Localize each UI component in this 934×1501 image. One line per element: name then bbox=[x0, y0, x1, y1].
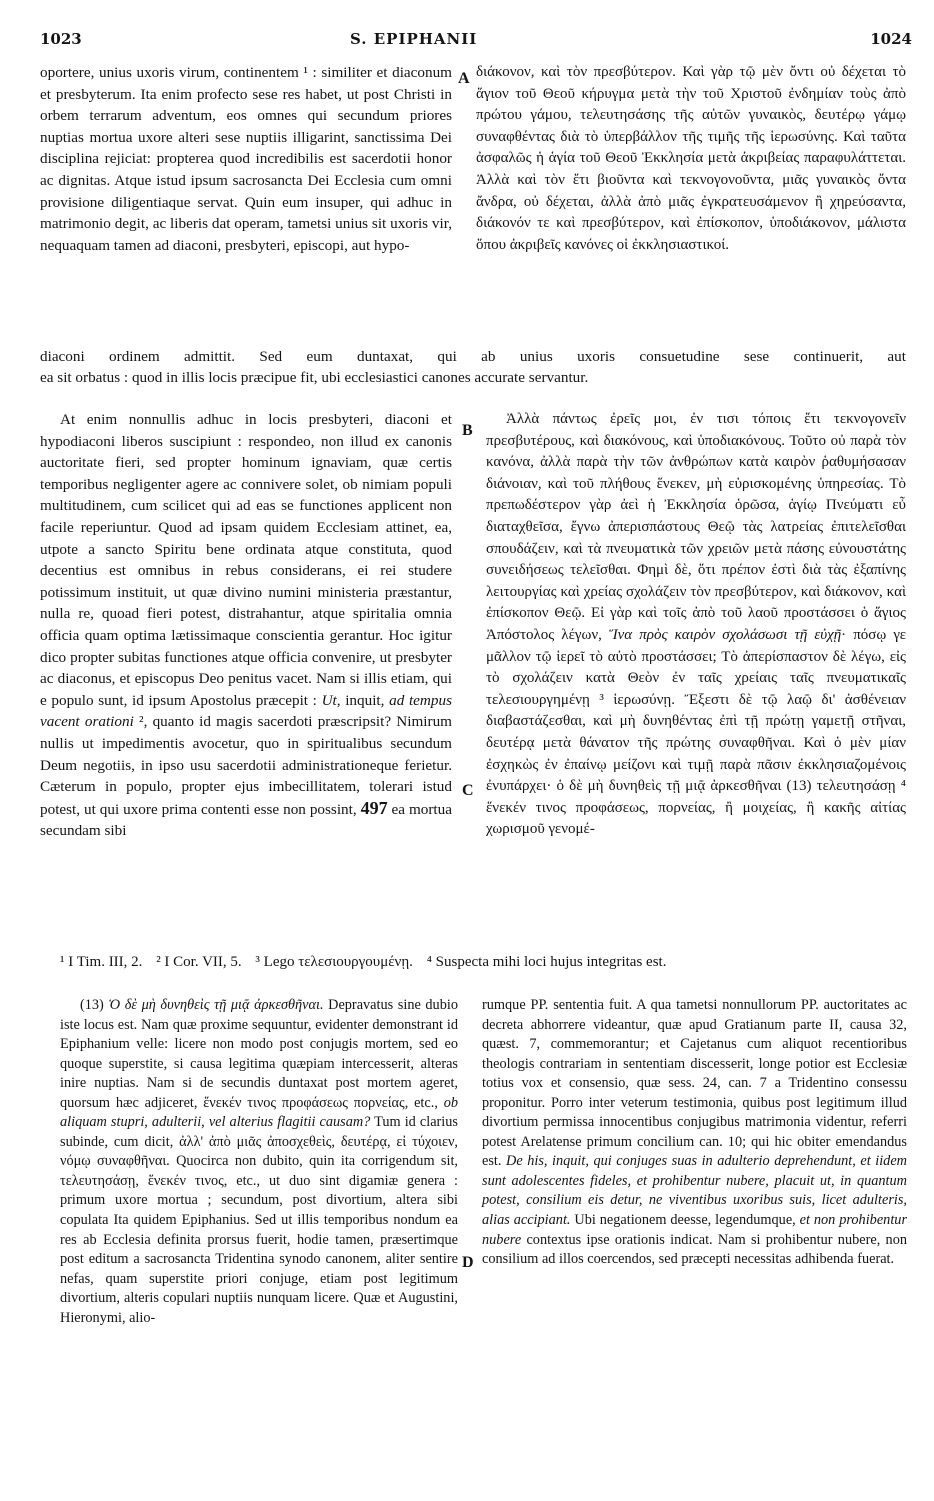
latin-full-width-line-2: ea sit orbatus : quod in illis locis præcipue fit, ubi ecclesiastici canones accurate servantur. bbox=[40, 369, 589, 386]
right-page-number: 1024 bbox=[870, 30, 912, 48]
section-marker-c: C bbox=[462, 782, 474, 799]
footnote-3: ³ Lego τελεσιουργουμένῃ. bbox=[255, 954, 413, 970]
page-header bbox=[0, 0, 934, 48]
greek-paragraph: διάκονον, καὶ τὸν πρεσβύτερον. Καὶ γὰρ τῷ μὲν ὄντι οὐ δέχεται τὸ ἅγιον τοῦ Θεοῦ κήρυγμα μετὰ τὴν τοῦ Χριστοῦ ἐνδημίαν τοὺς ἀπὸ πρώτου γάμου, τελευτησάσης τῆς αὐτῶν γυναικὸς, δευτέρῳ γάμῳ συναφθέντας διὰ τὸ ὑπερβάλλον τῆς τιμῆς τῆς ἱερωσύνης. Καὶ ταῦτα ἀσφαλῶς ἡ ἁγία τοῦ Θεοῦ Ἐκκλησία μετὰ ἀκριβείας παραφυλάττεται. Ἀλλὰ καὶ τὸν ἔτι βιοῦντα καὶ τεκνογονοῦντα, μιᾶς γυναικὸς ὄντα ἄνδρα, οὐ δέχεται, ἀλλὰ ἀπὸ μιᾶς ἐγκρατευσάμενον ἢ χηρεύσαντα, διάκονόν τε καὶ πρεσβύτερον, καὶ ἐπίσκοπον, ὑποδιάκονον, μάλιστα ὅπου ἀκριβεῖς κανόνες οἱ ἐκκλησιαστικοί. bbox=[476, 64, 906, 253]
greek-column-bottom bbox=[486, 409, 906, 841]
footnotes bbox=[60, 954, 920, 971]
latin-paragraph-bottom: At enim nonnullis adhuc in locis presbyteri, diaconi et hypodiaconi liberos suscipiunt : respondeo, non illud ex canonis auctoritate fieri, sed propter hominum ignaviam, quæ certis temporibus negligenter agere ac connivere solet, ob nimiam populi multitudinem, cum scilicet qui ad eas se functiones applicent non facile reperiuntur. Quod ad ipsam quidem Ecclesiam attinet, ea, utpote a sancto Spiritu bene ordinata atque constituta, quod decentius est omnibus in rebus considerans, ei rei studere potissimum instituit, ut quæ divino numini ministeria præstantur, nulla re, quoad fieri potest, distrahantur, atque spiritalia omnia officia quam optima lætissimaque conscientia gerantur. Hoc igitur dico propter subitas functiones atque officia convenire, ut presbyter ac diaconus, et episcopus Deo penitus vacet. Nam si illis etiam, qui e populo sunt, id ipsum Apostolus præcepit : Ut, inquit, ad tempus vacent orationi ², quanto id magis sacerdoti præscripsit? Nimirum nullis ut impedimentis avocetur, quo in spiritualibus secundum Deum negotiis, in ipso usu sacerdotii administrationeque ferietur. Cæterum in populo, propter ejus imbecillitatem, tolerari istud potest, ut qui uxore prima contenti esse non possint, 497 ea mortua secundam sibi bbox=[40, 411, 452, 840]
footnote-4: ⁴ Suspecta mihi loci hujus integritas est. bbox=[426, 954, 667, 970]
latin-full-width-line-1: diaconi ordinem admittit. Sed eum duntaxat, qui ab unius uxoris consuetudine sese continuerit, aut bbox=[40, 348, 906, 365]
latin-column-bottom bbox=[40, 409, 452, 842]
footnote-2: ² I Cor. VII, 5. bbox=[156, 954, 242, 970]
commentary-paragraph-continued: rumque PP. sententia fuit. A qua tametsi nonnullorum PP. auctoritates ac decreta abhorrere videantur, quæ apud Gratianum parte II, causa 32, quæst. 7, commemorantur; et Cajetanus cum aliquot recentioribus theologis contrariam in sententiam discesserit, longe potior est Ecclesiæ totius vox et consensio, quæ sess. 24, can. 7 a Tridentino consessu proponitur. Porro inter veterum testimonia, quibus post legitimum illud divortium permissa innocentibus conjugibus matrimonia videntur, referri potest Arelatense primum concilium can. 10; qui hic obiter emendandus est. De his, inquit, qui conjuges suas in adulterio deprehendunt, et iidem sunt adolescentes fideles, et prohibentur nubere, placuit ut, in quantum potest, consilium eis detur, ne viventibus uxoribus suis, licet adulteris, alias accipiant. Ubi negationem deesse, legendumque, et non prohibentur nubere contextus ipse orationis indicat. Nam si prohibentur nubere, non consilium ad illos coercendos, sed præcepti necessitas adhibenda fuerat. bbox=[482, 997, 908, 1268]
left-page-number: 1023 bbox=[40, 30, 82, 48]
greek-paragraph-bottom: Ἀλλὰ πάντως ἐρεῖς μοι, ἐν τισι τόποις ἔτι τεκνογονεῖν πρεσβυτέρους, καὶ διακόνους, καὶ ὑποδιακόνους. Τοῦτο οὐ παρὰ τὸν κανόνα, ἀλλὰ παρὰ τὴν τῶν ἀνθρώπων κατὰ καιρὸν ῥαθυμήσασαν διάνοιαν, καὶ τοῦ πλήθους ἕνεκεν, μὴ εὑρισκομένης ὑπηρεσίας. Τὸ πρεπωδέστερον γὰρ ἀεὶ ἡ Ἐκκλησία ὁρῶσα, ἁγίῳ Πνεύματι εὖ διαταχθεῖσα, ἔγνω ἀπερισπάστους Θεῷ τὰς λατρείας ἐπιτελεῖσθαι σπουδάζειν, καὶ τὰ πνευματικὰ τῶν χρειῶν μετὰ πάσης εὐνουστάτης συνειδήσεως τελεῖσθαι. Φημὶ δὲ, ὅτι πρέπον ἐστὶ διὰ τὰς ἐξαπίνης λειτουργίας καὶ χρείας σχολάζειν τὸν πρεσβύτερον, καὶ διάκονον, καὶ ἐπίσκοπον Θεῷ. Εἰ γὰρ καὶ τοῖς ἀπὸ τοῦ λαοῦ προστάσσει ὁ ἅγιος Ἀπόστολος λέγων, Ἵνα πρὸς καιρὸν σχολάσωσι τῇ εὐχῇ· πόσῳ γε μᾶλλον τῷ ἱερεῖ τὸ αὐτὸ προστάσσει; Τὸ ἀπερίσπαστον δὲ λέγω, εἰς τὸ σχολάζειν κατὰ Θεὸν ἐν ταῖς χρείαις ταῖς πνευματικαῖς τελεσιουργημένῃ ³ ἱερωσύνῃ. Ἔξεστι δὲ τῷ λαῷ δι' ἀσθένειαν διαβαστάζεσθαι, καὶ μὴ δυνηθέντας ἐπὶ τῇ πρώτῃ γαμετῇ στῆναι, δευτέρᾳ μετὰ θάνατον τῆς πρώτης συναφθῆναι. Καὶ ὁ μὲν μίαν ἐσχηκὼς ἐν ἐπαίνῳ μείζονι καὶ τιμῇ παρὰ πᾶσιν ἐκκλησιαζομένοις ἐνυπάρχει· ὁ δὲ μὴ δυνηθεὶς τῇ μιᾷ ἀρκεσθῆναι (13) τελευτησάσῃ ⁴ ἕνεκέν τινος προφάσεως, πορνείας, ἢ μοιχείας, ἢ κακῆς αἰτίας χωρισμοῦ γενομέ- bbox=[486, 411, 907, 838]
commentary-left bbox=[60, 996, 458, 1328]
note-lemma: Ὁ δὲ μὴ δυνηθεὶς τῇ μιᾷ ἀρκεσθῆναι. bbox=[108, 997, 324, 1013]
section-marker-b: B bbox=[462, 422, 473, 439]
section-marker-d: D bbox=[462, 1254, 474, 1271]
section-marker-a: A bbox=[458, 70, 470, 87]
running-title: S. EPIPHANII bbox=[350, 30, 478, 48]
footnote-1: ¹ I Tim. III, 2. bbox=[60, 954, 143, 970]
latin-paragraph: oportere, unius uxoris virum, continentem ¹ : similiter et diaconum et presbyterum. Ita enim profecto sese res habet, ut post Christi in orbem terrarum adventum, eos omnes qui secundum priores nuptias mortua uxore alteri sese nuptiis illigarint, sanctissima Dei disciplina rejiciat: propterea quod incredibilis est sacerdotii honor ac dignitas. Atque istud ipsum sacrosancta Dei Ecclesia cum omni provisione diligentiaque servat. Quin eum insuper, qui adhuc in matrimonio degit, ac liberis dat operam, tametsi unius sit uxoris vir, nequaquam tamen ad diaconi, presbyteri, episcopi, aut hypo- bbox=[40, 64, 452, 254]
edition-page-mark: 497 bbox=[360, 797, 388, 818]
commentary-right bbox=[482, 996, 907, 1270]
latin-column-top bbox=[40, 62, 452, 256]
greek-column-top bbox=[476, 62, 906, 256]
commentary-paragraph: (13) Ὁ δὲ μὴ δυνηθεὶς τῇ μιᾷ ἀρκεσθῆναι. Depravatus sine dubio iste locus est. Nam quæ proxime sequuntur, evidenter demonstrant id Epiphanium velle: licere non modo post conjugis mortem, sed eo quoque superstite, si causa legitima quæpiam intercesserit, alteras inire nuptias. Nam si de secundis duntaxat post mortem ageret, quorsum hæc adjiceret, ἕνεκέν τινος προφάσεως πορνείας, etc., ob aliquam stupri, adulterii, vel alterius flagitii causam? Tum id clarius subinde, cum dicit, ἀλλ' ἀπὸ μιᾶς ἀποσχεθεὶς, δευτέρᾳ, εἰ τύχοιεν, νόμῳ συναφθῆναι. Quocirca non dubito, quin ita corrigendum sit, τελευτησάσῃ, ἕνεκέν τινος, etc., ut duo sint digamiæ genera : primum uxore mortua ; secundum, post divortium, altera sibi copulata Ita quidem Epiphanius. Sed ut illis temporibus nondum ea res ab Ecclesia definita prorsus fuerit, hodie tamen, præsertimque post editum a sacrosancta Tridentina synodo canonem, aliter sentire nefas, quam superstite priori conjuge, etiam post legitimum divortium, alteris copulari nuptiis nunquam licere. Quæ et Augustini, Hieronymi, alio- bbox=[60, 997, 458, 1326]
